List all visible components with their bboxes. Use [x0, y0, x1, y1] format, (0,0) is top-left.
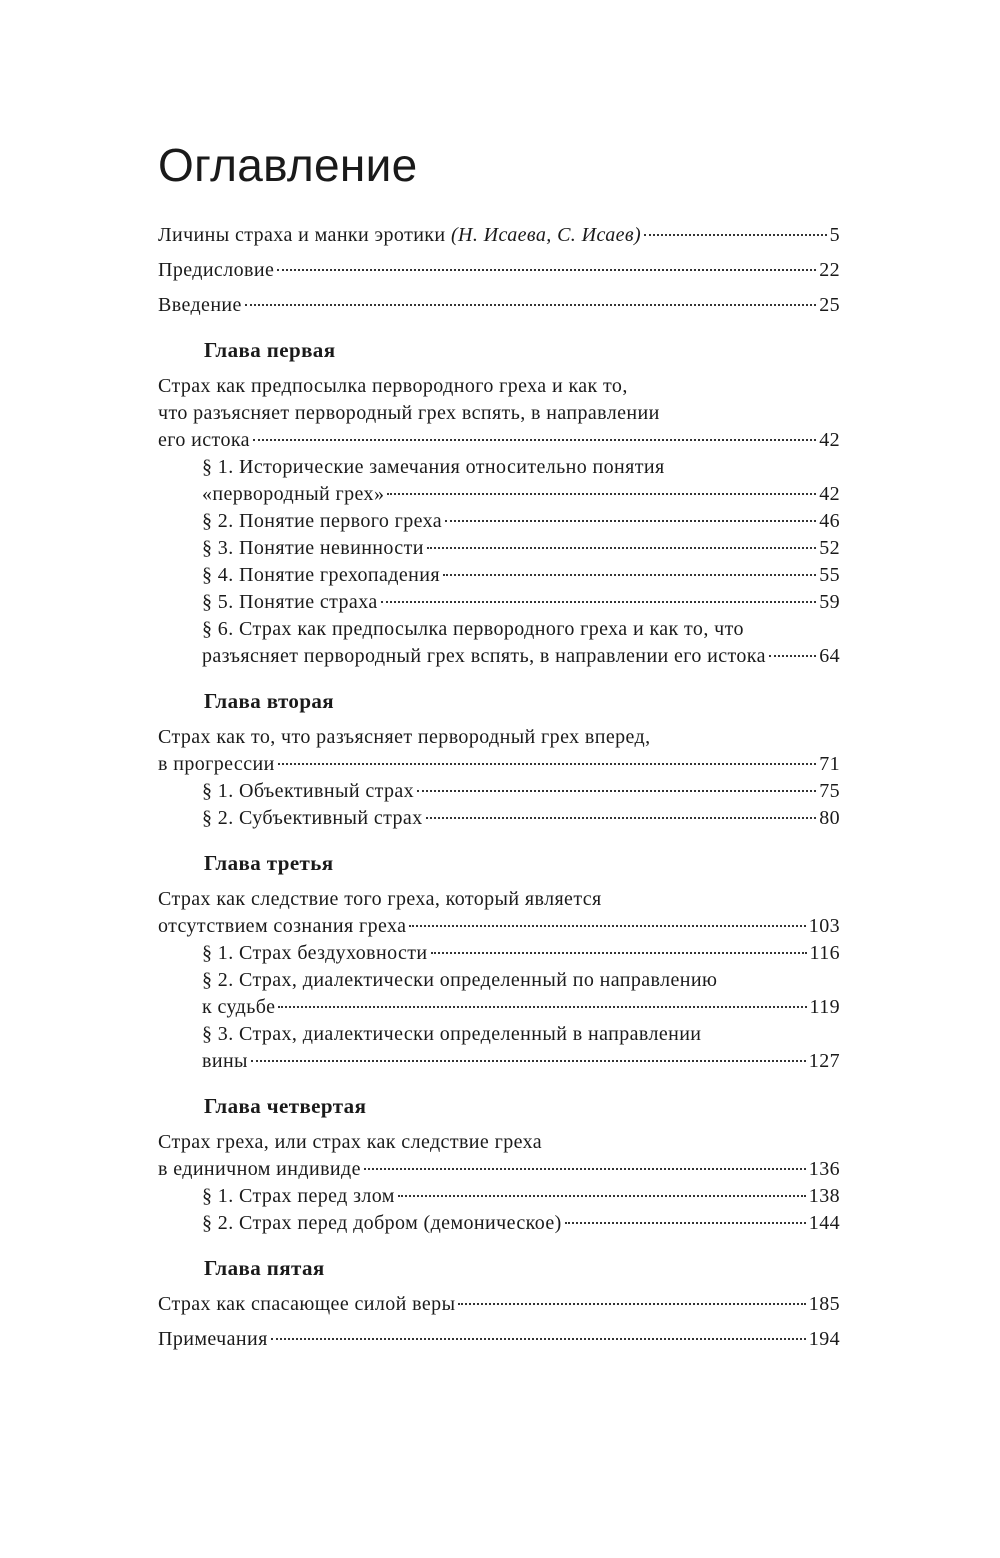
chapter-title — [158, 751, 840, 778]
page-number: 80 — [819, 807, 840, 829]
entry-authors: (Н. Исаева, С. Исаев) — [450, 224, 642, 246]
page-number: 25 — [819, 294, 840, 316]
page-number: 194 — [808, 1328, 840, 1350]
entry-label: отсутствием сознания греха — [158, 915, 407, 937]
page-number: 116 — [809, 942, 840, 964]
entry-label: § 2. Субъективный страх — [202, 807, 423, 829]
page-number: 103 — [808, 915, 840, 937]
chapter-title — [158, 1156, 840, 1183]
dot-leader — [364, 1167, 806, 1170]
page-number: 52 — [819, 537, 840, 559]
toc-entry — [158, 222, 840, 249]
chapter-heading: Глава пятая — [204, 1256, 325, 1280]
entry-label: § 1. Страх перед злом — [202, 1185, 395, 1207]
page-number: 64 — [819, 645, 840, 667]
entry-label: § 4. Понятие грехопадения — [202, 564, 440, 586]
chapter-title — [158, 913, 840, 940]
section-entry — [158, 1210, 840, 1237]
page-number: 185 — [808, 1293, 840, 1315]
section-entry — [158, 778, 840, 805]
section-entry — [158, 940, 840, 967]
section-entry-line: § 6. Страх как предпосылка первородного греха и как то, что — [202, 618, 744, 640]
section-entry — [158, 1048, 840, 1075]
entry-label: Введение — [158, 294, 242, 316]
dot-leader — [417, 789, 816, 792]
dot-leader — [278, 1005, 806, 1008]
dot-leader — [278, 762, 817, 765]
dot-leader — [565, 1221, 806, 1224]
page-number: 55 — [819, 564, 840, 586]
section-entry-line: § 2. Страх, диалектически определенный по направлению — [202, 969, 718, 991]
page-number: 127 — [808, 1050, 840, 1072]
section-entry — [158, 994, 840, 1021]
dot-leader — [251, 1059, 806, 1062]
dot-leader — [398, 1194, 806, 1197]
page-number: 59 — [819, 591, 840, 613]
chapter-heading: Глава третья — [204, 851, 334, 875]
entry-label: Предисловие — [158, 259, 275, 281]
page-title: Оглавление — [158, 139, 418, 191]
page-number: 42 — [819, 483, 840, 505]
page-number: 46 — [819, 510, 840, 532]
toc-entry — [158, 1326, 840, 1353]
dot-leader — [443, 573, 816, 576]
table-of-contents — [158, 222, 840, 1353]
entry-label: Страх как спасающее силой веры — [158, 1293, 456, 1315]
dot-leader — [431, 951, 807, 954]
page-number: 136 — [808, 1158, 840, 1180]
page-number: 71 — [819, 753, 840, 775]
dot-leader — [769, 654, 816, 657]
page-number: 119 — [809, 996, 840, 1018]
dot-leader — [381, 600, 817, 603]
dot-leader — [245, 303, 816, 306]
dot-leader — [644, 233, 827, 236]
section-entry-line: § 1. Исторические замечания относительно понятия — [202, 456, 665, 478]
page-number: 138 — [808, 1185, 840, 1207]
toc-entry — [158, 292, 840, 319]
section-entry — [158, 508, 840, 535]
chapter-title-line: Страх как то, что разъясняет первородный грех вперед, — [158, 726, 651, 748]
dot-leader — [387, 492, 816, 495]
page-number: 144 — [808, 1212, 840, 1234]
dot-leader — [409, 924, 805, 927]
section-entry — [158, 805, 840, 832]
entry-label: § 1. Страх бездуховности — [202, 942, 428, 964]
chapter-title-line: Страх как следствие того греха, который является — [158, 888, 602, 910]
chapter-title-line: Страх как предпосылка первородного греха и как то, — [158, 375, 628, 397]
section-entry — [158, 481, 840, 508]
entry-label: Личины страха и манки эротики (Н. Исаева, С. Исаев) — [158, 224, 642, 246]
chapter-heading: Глава четвертая — [204, 1094, 367, 1118]
chapter-title — [158, 1291, 840, 1318]
page-number: 42 — [819, 429, 840, 451]
entry-label: разъясняет первородный грех вспять, в направлении его истока — [202, 645, 766, 667]
section-entry-line: § 3. Страх, диалектически определенный в направлении — [202, 1023, 702, 1045]
chapter-title-line: Страх греха, или страх как следствие греха — [158, 1131, 543, 1153]
chapter-title-line: что разъясняет первородный грех вспять, в направлении — [158, 402, 660, 424]
entry-label: § 3. Понятие невинности — [202, 537, 424, 559]
entry-label: к судьбе — [202, 996, 276, 1018]
entry-label: в прогрессии — [158, 753, 275, 775]
section-entry — [158, 589, 840, 616]
entry-label: в единичном индивиде — [158, 1158, 361, 1180]
section-entry — [158, 1183, 840, 1210]
page-number: 75 — [819, 780, 840, 802]
chapter-heading: Глава вторая — [204, 689, 335, 713]
dot-leader — [427, 546, 816, 549]
dot-leader — [253, 438, 816, 441]
entry-label: § 2. Понятие первого греха — [202, 510, 443, 532]
dot-leader — [271, 1337, 806, 1340]
entry-label: вины — [202, 1050, 248, 1072]
entry-label: его истока — [158, 429, 250, 451]
toc-entry — [158, 257, 840, 284]
dot-leader — [277, 268, 816, 271]
dot-leader — [445, 519, 816, 522]
page-number: 22 — [819, 259, 840, 281]
entry-label: «первородный грех» — [202, 483, 385, 505]
entry-label: Примечания — [158, 1328, 268, 1350]
entry-label: § 2. Страх перед добром (демоническое) — [202, 1212, 562, 1234]
section-entry — [158, 562, 840, 589]
dot-leader — [458, 1302, 805, 1305]
entry-label: § 1. Объективный страх — [202, 780, 415, 802]
chapter-title — [158, 427, 840, 454]
entry-label: § 5. Понятие страха — [202, 591, 378, 613]
dot-leader — [426, 816, 817, 819]
page-number: 5 — [829, 224, 840, 246]
chapter-heading: Глава первая — [204, 338, 336, 362]
section-entry — [158, 643, 840, 670]
section-entry — [158, 535, 840, 562]
